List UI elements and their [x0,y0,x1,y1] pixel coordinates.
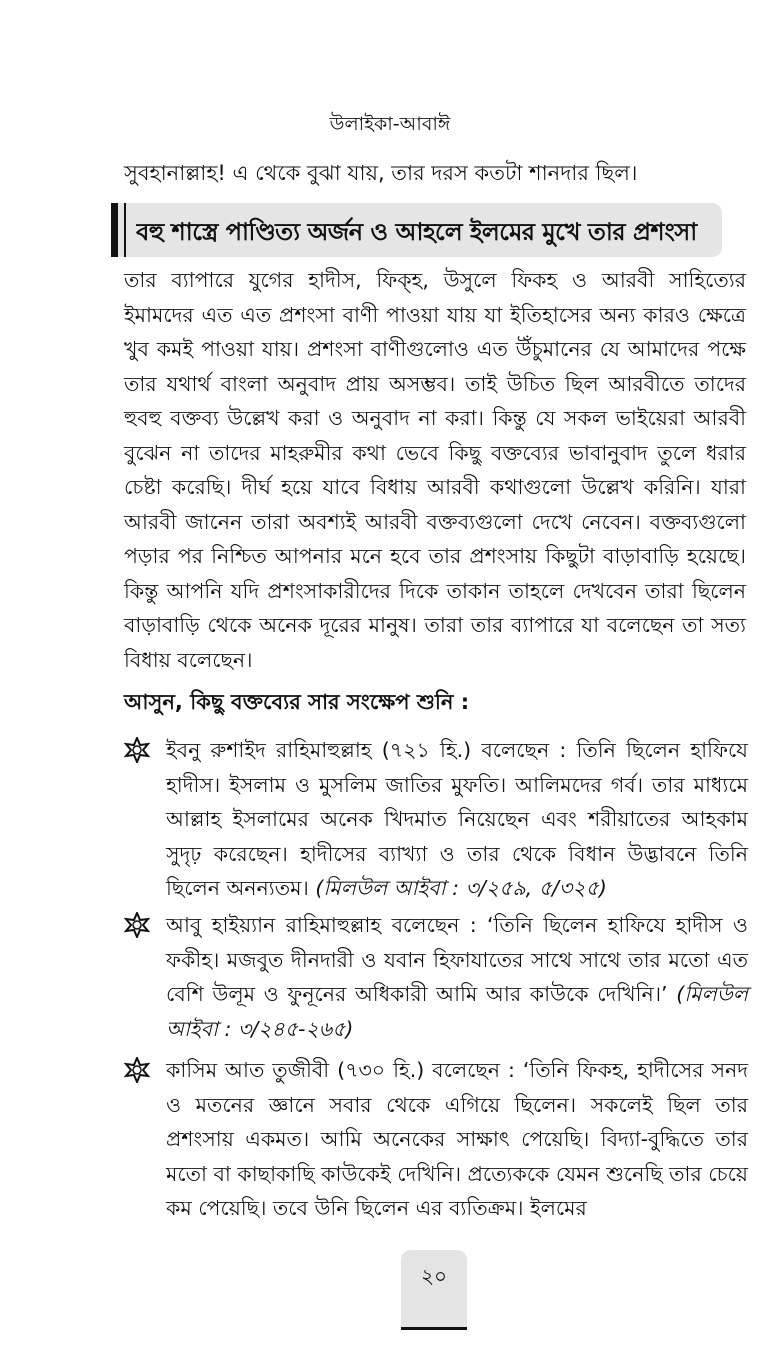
quote-text [166,908,748,1046]
quote-item [124,733,748,906]
quote-body: কাসিম আত তুজীবী (৭৩০ হি.) বলেছেন : ‘তিনি ফিকহ, হাদীসের সনদ ও মতনের জ্ঞানে সবার থেকে এগিয়ে ছিলেন। সকলেই ছিল তার প্রশংসায় একমত। আমি অনেকের সাক্ষাৎ পেয়েছি। বিদ্যা-বুদ্ধিতে তার মতো বা কাছাকাছি কাউকেই দেখিনি। প্রত্যেককে যেমন শুনেছি তার চেয়ে কম পেয়েছি। তবে উনি ছিলেন এর ব্যতিক্রম। ইলমের [166,1058,748,1220]
ornament-star-icon [124,737,150,763]
section-heading-box [111,203,722,257]
quote-body: আবু হাইয়্যান রাহিমাহুল্লাহ বলেছেন : ‘তিনি ছিলেন হাফিযে হাদীস ও ফকীহ। মজবুত দীনদারী ও যবান হিফাযাতের সাথে সাথে তার মতো এত বেশি উলূম ও ফুনূনের অধিকারী আমি আর কাউকে দেখিনি।’ [166,913,748,1006]
quote-citation: (মিলউল আইবা : ৩/২৫৯, ৫/৩২৫) [315,876,607,900]
ornament-star-icon [124,912,150,938]
section-heading: বহু শাস্ত্রে পাণ্ডিত্য অর্জন ও আহলে ইলমের মুখে তার প্রশংসা [136,218,697,246]
quote-body: ইবনু রুশাইদ রাহিমাহুল্লাহ (৭২১ হি.) বলেছেন : তিনি ছিলেন হাফিযে হাদীস। ইসলাম ও মুসলিম জাতির মুফতি। আলিমদের গর্ব। তার মাধ্যমে আল্লাহ ইসলামের অনেক খিদমাত নিয়েছেন এবং শরীয়াতের আহকাম সুদৃঢ় করেছেন। হাদীসের ব্যাখ্যা ও তার থেকে বিধান উদ্ভাবনে তিনি ছিলেন অনন্যতম। [166,738,748,900]
ornament-star-icon [124,1057,150,1083]
subheading: আসুন, কিছু বক্তব্যের সার সংক্ষেপ শুনি : [124,690,470,714]
quote-text [166,733,748,906]
running-title: উলাইকা-আবাঈ [329,113,451,135]
quote-text [166,1053,748,1226]
intro-line: সুবহানাল্লাহ! এ থেকে বুঝা যায়, তার দরস কতটা শানদার ছিল। [124,161,638,185]
quote-citation: (মিলউল আইবা : ৩/২৪৫-২৬৫) [166,982,748,1041]
page-number-box [401,1250,467,1330]
quote-item [124,1053,748,1226]
body-paragraph: তার ব্যাপারে যুগের হাদীস, ফিক্‌হ, উসুলে ফিকহ ও আরবী সাহিত্যের ইমামদের এত এত প্রশংসা বাণী পাওয়া যায় যা ইতিহাসের অন্য কারও ক্ষেত্রে খুব কমই পাওয়া যায়। প্রশংসা বাণীগুলোও এত উঁচুমানের যে আমাদের পক্ষে তার যথার্থ বাংলা অনুবাদ প্রায় অসম্ভব। তাই উচিত ছিল আরবীতে তাদের হুবহু বক্তব্য উল্লেখ করা ও অনুবাদ না করা। কিন্তু যে সকল ভাইয়েরা আরবী বুঝেন না তাদের মাহরুমীর কথা ভেবে কিছু বক্তব্যের ভাবানুবাদ তুলে ধরার চেষ্টা করেছি। দীর্ঘ হয়ে যাবে বিধায় আরবী কথাগুলো উল্লেখ করিনি। যারা আরবী জানেন তারা অবশ্যই আরবী বক্তব্যগুলো দেখে নেবেন। বক্তব্যগুলো পড়ার পর নিশ্চিত আপনার মনে হবে তার প্রশংসায় কিছুটা বাড়াবাড়ি হয়েছে। কিন্তু আপনি যদি প্রশংসাকারীদের দিকে তাকান তাহলে দেখবেন তারা ছিলেন বাড়াবাড়ি থেকে অনেক দূরের মানুষ। তারা তার ব্যাপারে যা বলেছেন তা সত্য বিধায় বলেছেন। [124,268,746,672]
quote-item [124,908,748,1046]
page-number: ২০ [420,1264,447,1288]
